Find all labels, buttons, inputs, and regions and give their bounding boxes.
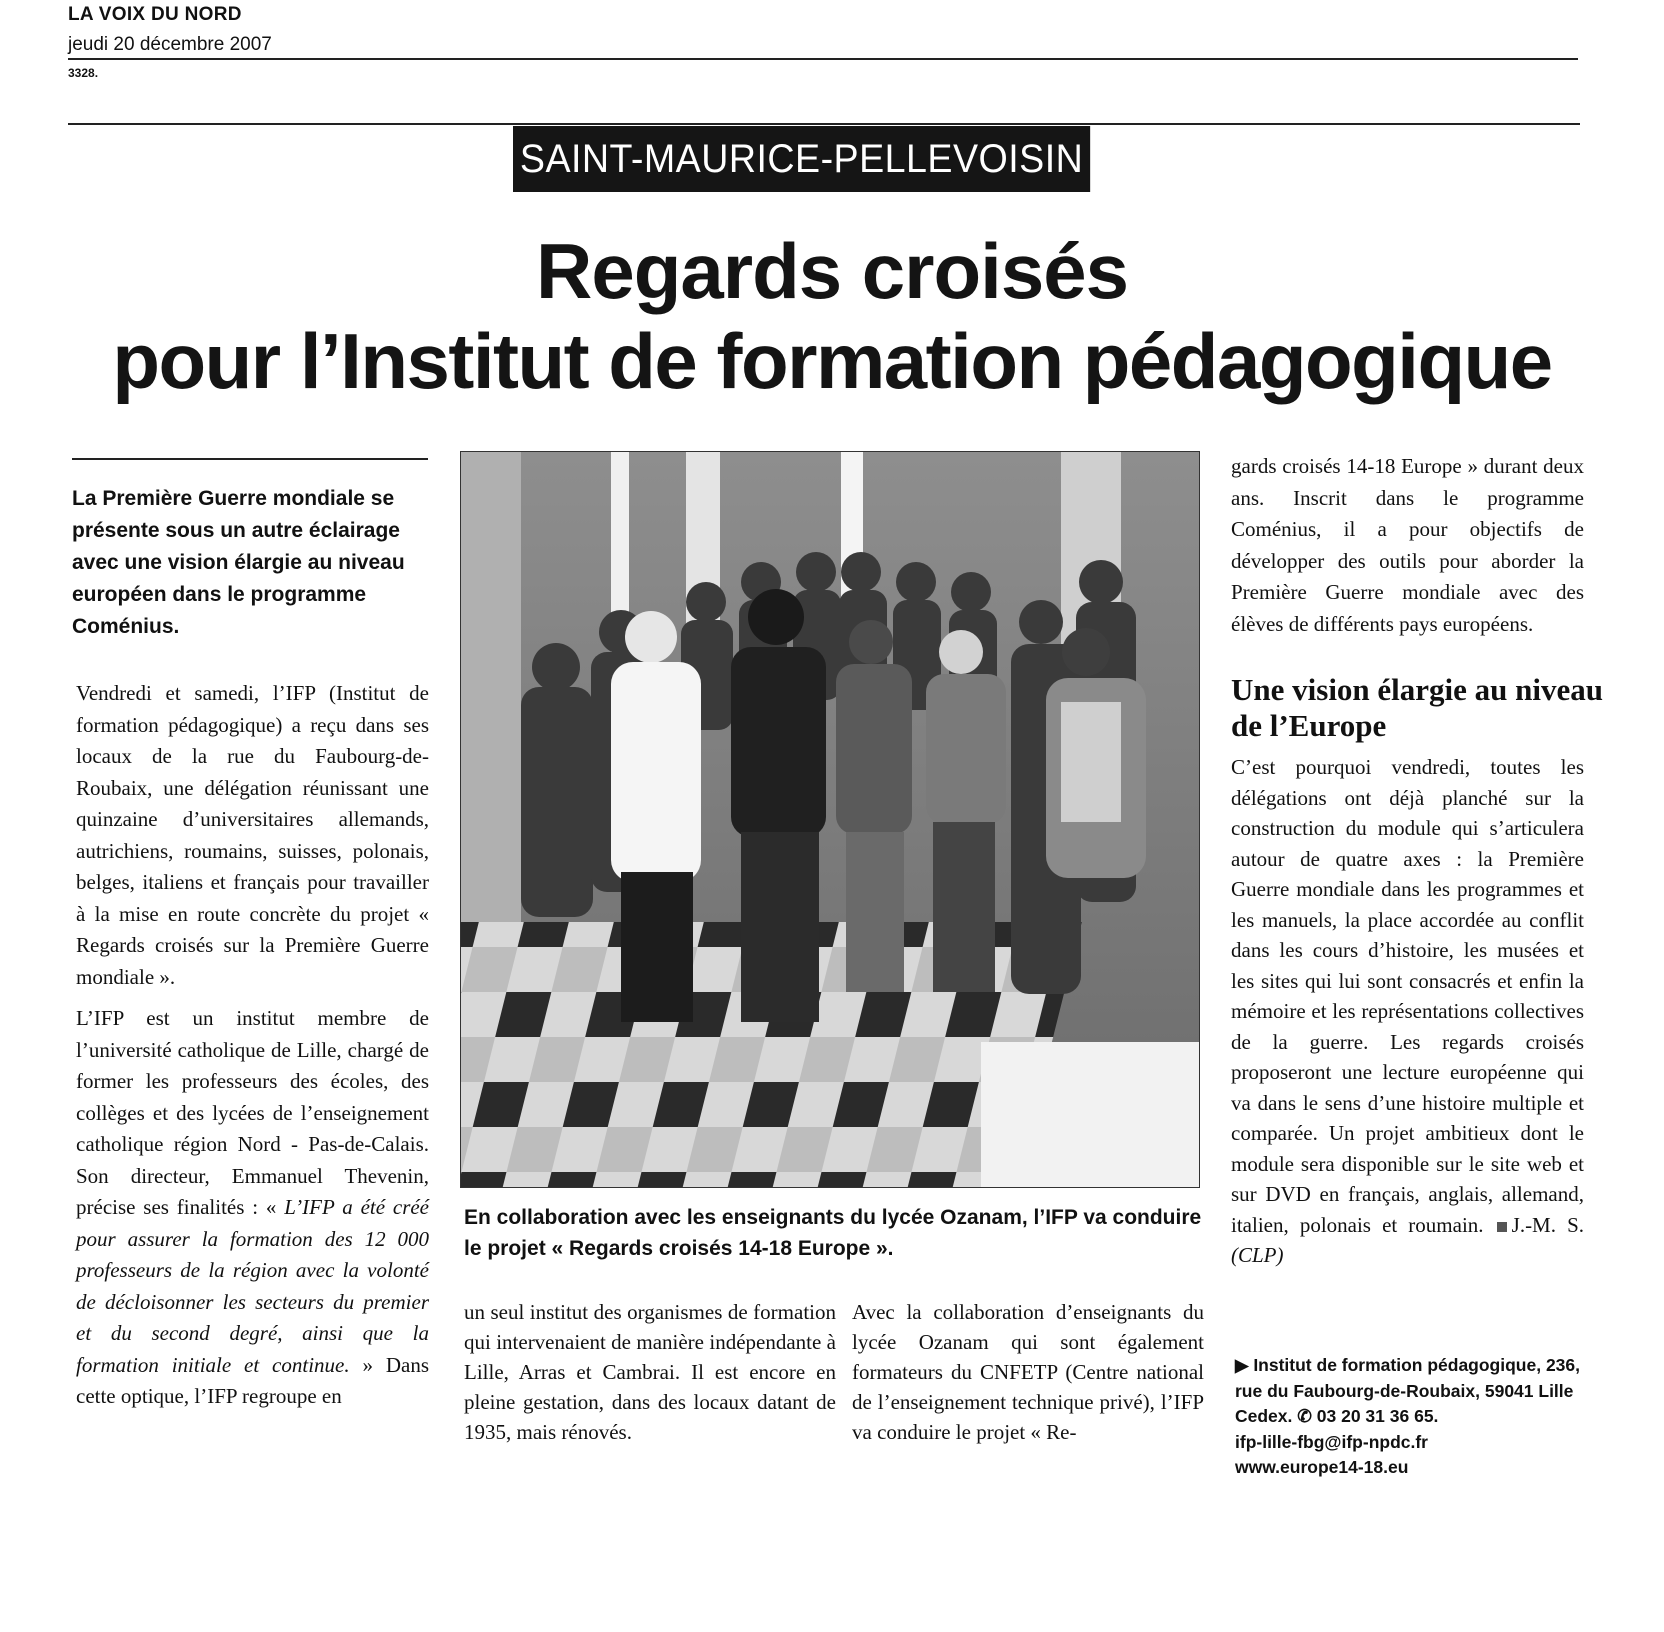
contact-line-3: Cedex. ✆ 03 20 31 36 65. <box>1235 1406 1439 1426</box>
article-lead: La Première Guerre mondiale se présente sous un autre éclairage avec une vision élargie au niveau européen dans le programme Coménius. <box>72 487 405 638</box>
article-column-2: un seul institut des organismes de formation qui intervenaient de manière indépendante à Lille, Arras et Cambrai. Il est encore en pleine gestation, dans des locaux datant de 1935, mais rénovés. <box>464 1300 836 1444</box>
article-column-4-bottom <box>1231 752 1584 1271</box>
subheading: Une vision élargie au niveau de l’Europe <box>1231 672 1604 743</box>
headline-line-1: Regards croisés <box>536 227 1128 315</box>
newspaper-name: LA VOIX DU NORD <box>68 4 242 25</box>
contact-email: ifp-lille-fbg@ifp-npdc.fr <box>1235 1431 1428 1452</box>
article-column-4-top: gards croisés 14-18 Europe » durant deux ans. Inscrit dans le programme Coménius, il a pour objectifs de développer des outils pour aborder la Première Guerre mondiale avec des élèves de différents pays européens. <box>1231 454 1584 636</box>
paragraph-text: » Dans cette optique, l’IFP regroupe en <box>76 1352 429 1408</box>
page-code: 3328. <box>68 66 99 80</box>
article-column-3: Avec la collaboration d’enseignants du lycée Ozanam qui sont également formateurs du CNFETP (Centre national de l’enseignement technique privé), l’IFP va conduire le projet « Re- <box>852 1300 1204 1444</box>
group-photo-image <box>461 452 1199 1187</box>
article-column-1 <box>76 678 429 1413</box>
photo-caption: En collaboration avec les enseignants du lycée Ozanam, l’IFP va conduire le projet « Regards croisés 14-18 Europe ». <box>464 1206 1202 1260</box>
section-banner: SAINT-MAURICE-PELLEVOISIN <box>513 126 1090 192</box>
headline-line-2: pour l’Institut de formation pédagogique <box>112 317 1552 405</box>
paragraph-text: L’IFP est un institut membre de l’université catholique de Lille, chargé de former les professeurs des écoles, des collèges et des lycées de l’enseignement catholique région Nord - Pas-de-Calais. Son directeur, Emmanuel Thevenin, précise ses finalités : « <box>76 1006 429 1219</box>
director-quote: L’IFP a été créé pour assurer la formation des 12 000 professeurs de la région avec la volonté de décloisonner les secteurs du premier et du second degré, ainsi que la formation initiale et continue. <box>76 1195 430 1377</box>
contact-info <box>1235 1353 1595 1481</box>
paragraph-text: C’est pourquoi vendredi, toutes les délégations ont déjà planché sur la construction du module qui s’articulera autour de quatre axes : la Première Guerre mondiale dans les programmes et les manuels, la place accordée au conflit dans les cours d’histoire, les musées et les sites qui lui sont consacrés et enfin la mémoire et les représentations collectives de la guerre. Les regards croisés proposeront une lecture européenne qui va dans le sens d’une histoire multiple et comparée. Un projet ambitieux dont le module sera disponible sur le site web et sur DVD en français, anglais, allemand, italien, polonais et roumain. <box>1231 755 1584 1237</box>
lead-rule <box>72 458 428 460</box>
paragraph: Vendredi et samedi, l’IFP (Institut de formation pédagogique) a reçu dans ses locaux de la rue du Faubourg-de-Roubaix, une délégation réunissant une quinzaine d’universitaires allemands, autrichiens, roumains, suisses, polonais, belges, italiens et français pour travailler à la mise en route concrète du projet « Regards croisés sur la Première Guerre mondiale ». <box>76 681 429 989</box>
masthead-rule <box>68 58 1578 60</box>
paragraph <box>76 1003 429 1413</box>
publication-date: jeudi 20 décembre 2007 <box>68 34 272 55</box>
signature-square-icon <box>1497 1222 1507 1232</box>
contact-website: www.europe14-18.eu <box>1235 1457 1409 1477</box>
author-initials: J.-M. S. <box>1511 1212 1584 1237</box>
header-rule <box>68 123 1580 125</box>
author-agency: (CLP) <box>1231 1243 1284 1267</box>
group-photo <box>460 451 1200 1188</box>
contact-line-1: ▶ Institut de formation pédagogique, 236, <box>1235 1355 1581 1375</box>
contact-line-2: rue du Faubourg-de-Roubaix, 59041 Lille <box>1235 1380 1574 1401</box>
